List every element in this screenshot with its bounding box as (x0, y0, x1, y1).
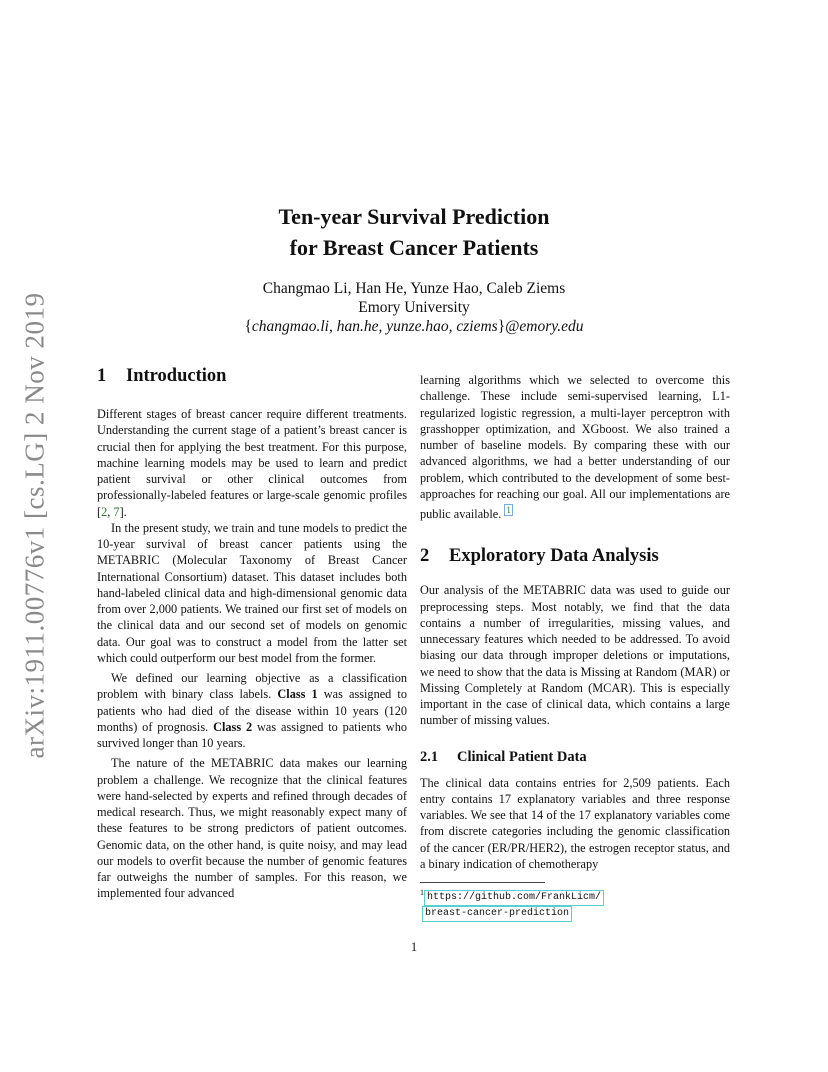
right-column (420, 372, 730, 872)
paragraph-intro-4: The nature of the METABRIC data makes our learning problem a challenge. We recognize that the clinical features were hand-selected by experts and refined through decades of medical research. Thus, we might reasonably expect many of these features to be strong predictors of patient outcomes. Genomic data, on the other hand, is quite noisy, and may lead our models to overfit because the number of genomic features far outweighs the number of samples. For this reason, we implemented four advanced (97, 756, 407, 901)
title-line-2: for Breast Cancer Patients (289, 235, 539, 260)
subsection-heading-clinical: 2.1 Clinical Patient Data (420, 748, 587, 765)
footnote-reference[interactable]: 1 (506, 505, 511, 515)
footnote-rule (420, 882, 545, 883)
paragraph-intro-3: We defined our learning objective as a classification problem with binary class labels. Class 1 was assigned to patients who had died of the disease within 10 years (120 months) of prognosis. Class 2 was assigned to patients who survived longer than 10 years. (97, 671, 407, 750)
footnote-link[interactable]: https://github.com/FrankLicm/ (424, 890, 604, 906)
author-block (150, 279, 678, 336)
citation-link[interactable]: 7 (113, 504, 120, 519)
paragraph-eda: Our analysis of the METABRIC data was used to guide our preprocessing steps. Most notably, we find that the data contains a number of irregularities, missing values, and unnecessary features which needed to be addressed. To avoid biasing our data through improper deletions or imputations, we need to show that the data is Missing at Random (MAR) or Missing Completely at Random (MCAR). This is especially important in the case of clinical data, which contains a large number of missing values. (420, 583, 730, 728)
page-number: 1 (410, 940, 418, 954)
citation-link[interactable]: 2 (101, 504, 108, 519)
paragraph-intro-1: Different stages of breast cancer require different treatments. Understanding the current stage of a patient’s breast cancer is crucial then for applying the best treatment. For this purpose, machine learning models may be used to learn and predict patient survival or other clinical outcomes from professionally-labeled features or large-scale genomic profiles [2, 7]. (97, 407, 407, 519)
title-line-1: Ten-year Survival Prediction (278, 204, 550, 229)
paragraph-intro-2: In the present study, we train and tune models to predict the 10-year survival of breast cancer patients using the METABRIC (Molecular Taxonomy of Breast Cancer International Consortium) dataset. This dataset includes both hand-labeled clinical data and high-dimensional genomic data from over 2,000 patients. We trained our first set of models on the clinical data and our second set of models on genomic data. Our goal was to construct a model from the latter set which could outperform our best model from the former. (97, 520, 407, 665)
paragraph-intro-5: learning algorithms which we selected to overcome this challenge. These include semi-supervised learning, L1-regularized logistic regression, a multi-layer perceptron with grasshopper optimization, and XGboost. We also trained a number of baseline models. By comparing these with our advanced algorithms, we had a better understanding of our problem, which contributed to the development of some best-approaches for reaching our goal. All our implementations are public available. $^1$ (420, 373, 730, 522)
footnote-link[interactable]: breast-cancer-prediction (422, 906, 572, 922)
left-column (97, 364, 407, 902)
author-emails: {changmao.li, han.he, yunze.hao, cziems}@emory.edu (244, 318, 584, 335)
author-names: Changmao Li, Han He, Yunze Hao, Caleb Ziems (262, 280, 566, 297)
footnote: $^1$ https://github.com/FrankLicm/ breast-cancer-prediction (420, 882, 732, 922)
affiliation: Emory University (358, 299, 470, 316)
section-heading-eda: 2 Exploratory Data Analysis (420, 546, 659, 567)
paper-title (150, 201, 678, 263)
paragraph-clinical: The clinical data contains entries for 2,509 patients. Each entry contains 17 explanatory variables and three response variables. We see that 14 of the 17 explanatory variables come from discrete categories including the genomic classification of the cancer (ER/PR/HER2), the estrogen receptor status, and a binary indication of chemotherapy (420, 775, 730, 871)
section-heading-introduction: 1 Introduction (97, 366, 227, 386)
arxiv-watermark: arXiv:1911.00776v1 [cs.LG] 2 Nov 2019 (19, 292, 50, 758)
